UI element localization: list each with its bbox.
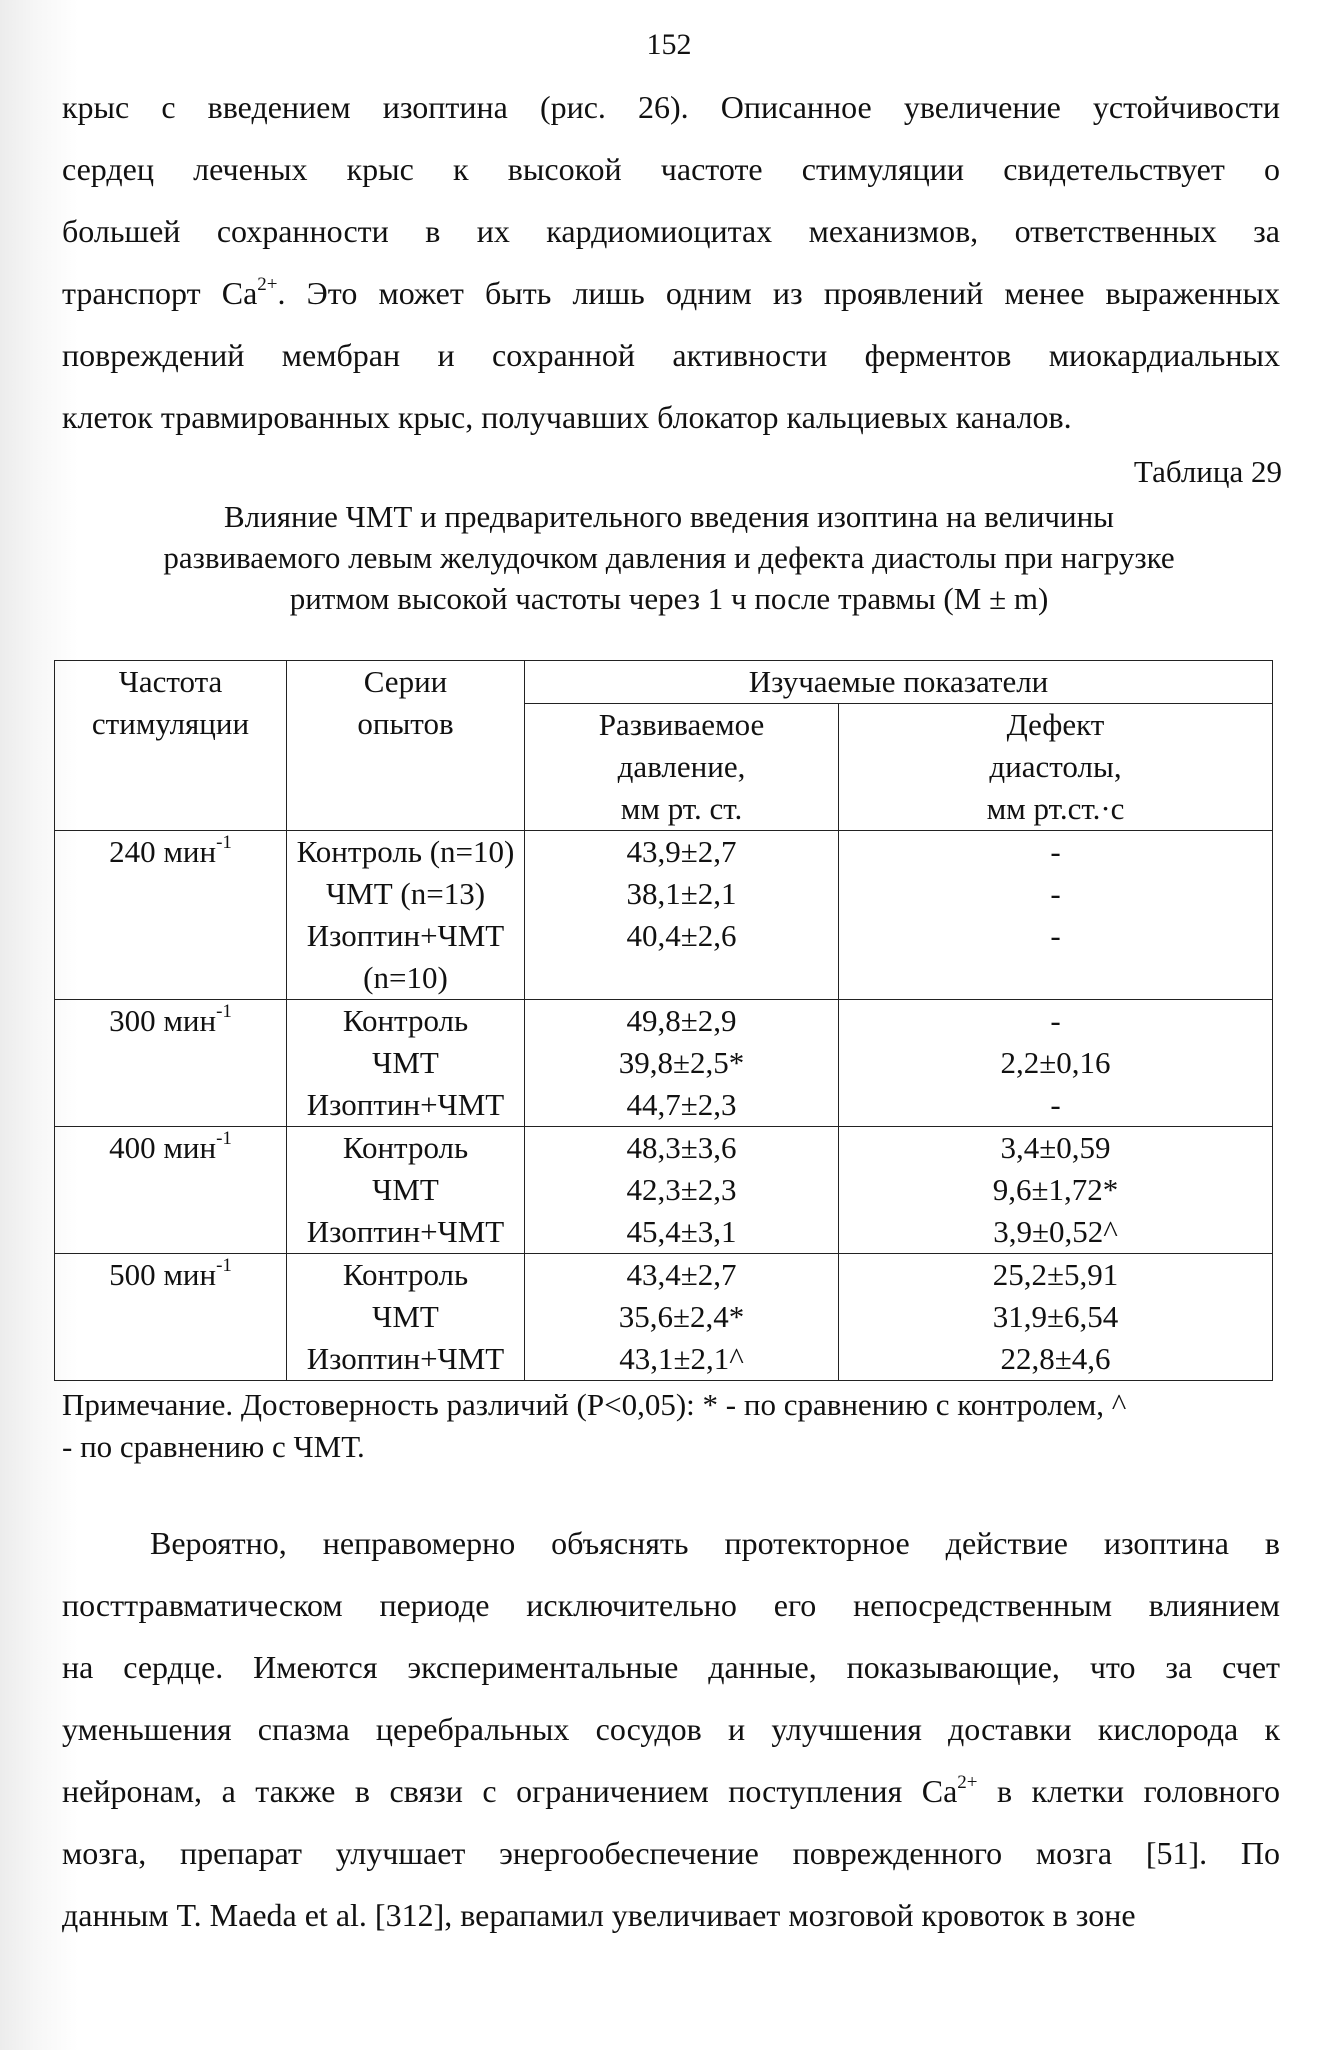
line-text: повреждений мембран и сохранной активности ферментов миокардиальных: [62, 337, 1280, 373]
frequency-exponent: -1: [216, 832, 232, 853]
data-table: [54, 660, 1273, 1381]
frequency-value: [55, 1127, 286, 1169]
series-name: Изоптин+ЧМТ: [306, 1214, 505, 1249]
table-label: Таблица 29: [1133, 454, 1282, 489]
page-number: 152: [646, 28, 692, 61]
header-frequency: Частота стимуляции: [55, 661, 287, 831]
cell-pressure: [525, 1254, 839, 1381]
pressure-value: 43,4±2,7: [626, 1257, 737, 1292]
frequency-value: [55, 831, 286, 873]
text-line: [62, 1760, 1280, 1822]
series-name: ЧМТ: [372, 1045, 439, 1080]
text-line: [62, 1512, 1280, 1574]
cell-frequency: [55, 1000, 287, 1127]
pressure-value: 45,4±3,1: [626, 1214, 737, 1249]
defect-value: 2,2±0,16: [1000, 1045, 1111, 1080]
line-text-tail: . Это может быть лишь одним из проявлений менее выраженных: [277, 275, 1280, 311]
line-text-tail: в клетки головного: [977, 1773, 1280, 1809]
table-row: [55, 1254, 1273, 1381]
table-row: [55, 1127, 1273, 1254]
series-name: Изоптин+ЧМТ: [306, 918, 505, 953]
caption-line: Влияние ЧМТ и предварительного введения изоптина на величины: [223, 499, 1115, 534]
cell-frequency: [55, 831, 287, 1000]
pressure-value: 44,7±2,3: [626, 1087, 737, 1122]
frequency-text: 500 мин: [109, 1257, 217, 1292]
cell-defect: [839, 1000, 1273, 1127]
header-series: Серии опытов: [287, 661, 525, 831]
frequency-value: [55, 1000, 286, 1042]
line-text: уменьшения спазма церебральных сосудов и улучшения доставки кислорода к: [62, 1711, 1280, 1747]
table-row: [55, 831, 1273, 1000]
pressure-value: 42,3±2,3: [626, 1172, 737, 1207]
text-line: [62, 324, 1280, 386]
series-name: ЧМТ: [372, 1299, 439, 1334]
cell-pressure: [525, 1000, 839, 1127]
text-line: [62, 1698, 1280, 1760]
series-name: Контроль: [342, 1003, 469, 1038]
pressure-value: 35,6±2,4*: [618, 1299, 745, 1334]
text-line: [62, 1884, 1280, 1946]
pressure-value: 40,4±2,6: [626, 918, 737, 953]
line-text: мозга, препарат улучшает энергообеспечение поврежденного мозга [51]. По: [62, 1835, 1280, 1871]
defect-value: 3,4±0,59: [1000, 1130, 1111, 1165]
text-line: [62, 76, 1280, 138]
table-row: [55, 1000, 1273, 1127]
text-line: [62, 200, 1280, 262]
cell-frequency: [55, 1254, 287, 1381]
header-pressure: Развиваемое давление, мм рт. ст.: [525, 704, 839, 831]
text-line: [62, 1636, 1280, 1698]
table-body: [55, 831, 1273, 1381]
line-text: Вероятно, неправомерно объяснять протекторное действие изоптина в: [150, 1525, 1280, 1561]
defect-value: -: [1050, 1003, 1061, 1038]
cell-defect: [839, 831, 1273, 1000]
note-line: Примечание. Достоверность различий (P<0,05): * - по сравнению с контролем, ^: [62, 1387, 1127, 1422]
line-text: крыс с введением изоптина (рис. 26). Описанное увеличение устойчивости: [62, 89, 1280, 125]
pressure-value: 38,1±2,1: [626, 876, 737, 911]
line-text: сердец леченых крыс к высокой частоте стимуляции свидетельствует о: [62, 151, 1280, 187]
frequency-exponent: -1: [216, 1001, 232, 1022]
line-text: клеток травмированных крыс, получавших блокатор кальциевых каналов.: [62, 399, 1072, 435]
header-group: Изучаемые показатели: [525, 661, 1273, 704]
caption-line: развиваемого левым желудочком давления и дефекта диастолы при нагрузке: [163, 540, 1175, 575]
series-name: ЧМТ: [372, 1172, 439, 1207]
cell-pressure: [525, 831, 839, 1000]
text-line: [62, 138, 1280, 200]
text-line: [62, 1822, 1280, 1884]
series-name: Контроль: [342, 1130, 469, 1165]
line-text: транспорт Ca: [62, 275, 258, 311]
paragraph-discussion: [62, 1512, 1280, 1946]
pressure-value: 43,9±2,7: [626, 834, 737, 869]
cell-defect: [839, 1127, 1273, 1254]
caption-line: ритмом высокой частоты через 1 ч после травмы (M ± m): [289, 581, 1049, 616]
defect-value: 9,6±1,72*: [992, 1172, 1119, 1207]
series-name: ЧМТ (n=13): [325, 876, 486, 911]
series-name: Контроль: [342, 1257, 469, 1292]
note-line: - по сравнению с ЧМТ.: [62, 1429, 365, 1464]
series-name: Изоптин+ЧМТ: [306, 1341, 505, 1376]
text-line: [62, 262, 1280, 324]
defect-value: -: [1050, 1087, 1061, 1122]
superscript: 2+: [257, 274, 278, 295]
text-line: [62, 1574, 1280, 1636]
cell-series: [287, 1000, 525, 1127]
pressure-value: 43,1±2,1^: [619, 1341, 744, 1376]
frequency-value: [55, 1254, 286, 1296]
pressure-value: 49,8±2,9: [626, 1003, 737, 1038]
frequency-text: 400 мин: [109, 1130, 217, 1165]
cell-series: [287, 831, 525, 1000]
header-defect: Дефект диастолы, мм рт.ст.·с: [839, 704, 1273, 831]
defect-value: -: [1050, 918, 1061, 953]
pressure-value: 48,3±3,6: [626, 1130, 737, 1165]
cell-series: [287, 1254, 525, 1381]
series-name: Контроль (n=10): [296, 834, 515, 869]
cell-frequency: [55, 1127, 287, 1254]
text-line: [62, 386, 1280, 448]
frequency-text: 240 мин: [109, 834, 217, 869]
defect-value: 3,9±0,52^: [993, 1214, 1118, 1249]
series-name: (n=10): [363, 960, 448, 995]
cell-defect: [839, 1254, 1273, 1381]
defect-value: -: [1050, 834, 1061, 869]
spacer: [839, 957, 1272, 999]
cell-pressure: [525, 1127, 839, 1254]
line-text: посттравматическом периоде исключительно его непосредственным влиянием: [62, 1587, 1280, 1623]
series-name: Изоптин+ЧМТ: [306, 1087, 505, 1122]
defect-value: 31,9±6,54: [992, 1299, 1119, 1334]
line-text: данным T. Maeda et al. [312], верапамил увеличивает мозговой кровоток в зоне: [62, 1897, 1136, 1933]
pressure-value: 39,8±2,5*: [618, 1045, 745, 1080]
line-text: на сердце. Имеются экспериментальные данные, показывающие, что за счет: [62, 1649, 1280, 1685]
defect-value: 22,8±4,6: [1000, 1341, 1111, 1376]
frequency-text: 300 мин: [109, 1003, 217, 1038]
paragraph-intro: [62, 76, 1280, 448]
line-text: нейронам, а также в связи с ограничением поступления Ca: [62, 1773, 958, 1809]
superscript: 2+: [957, 1772, 978, 1793]
table-caption: [60, 496, 1278, 619]
spacer: [525, 957, 838, 999]
cell-series: [287, 1127, 525, 1254]
line-text: большей сохранности в их кардиомиоцитах механизмов, ответственных за: [62, 213, 1280, 249]
defect-value: 25,2±5,91: [992, 1257, 1119, 1292]
frequency-exponent: -1: [216, 1128, 232, 1149]
frequency-exponent: -1: [216, 1255, 232, 1276]
table-note: [62, 1384, 1280, 1468]
defect-value: -: [1050, 876, 1061, 911]
